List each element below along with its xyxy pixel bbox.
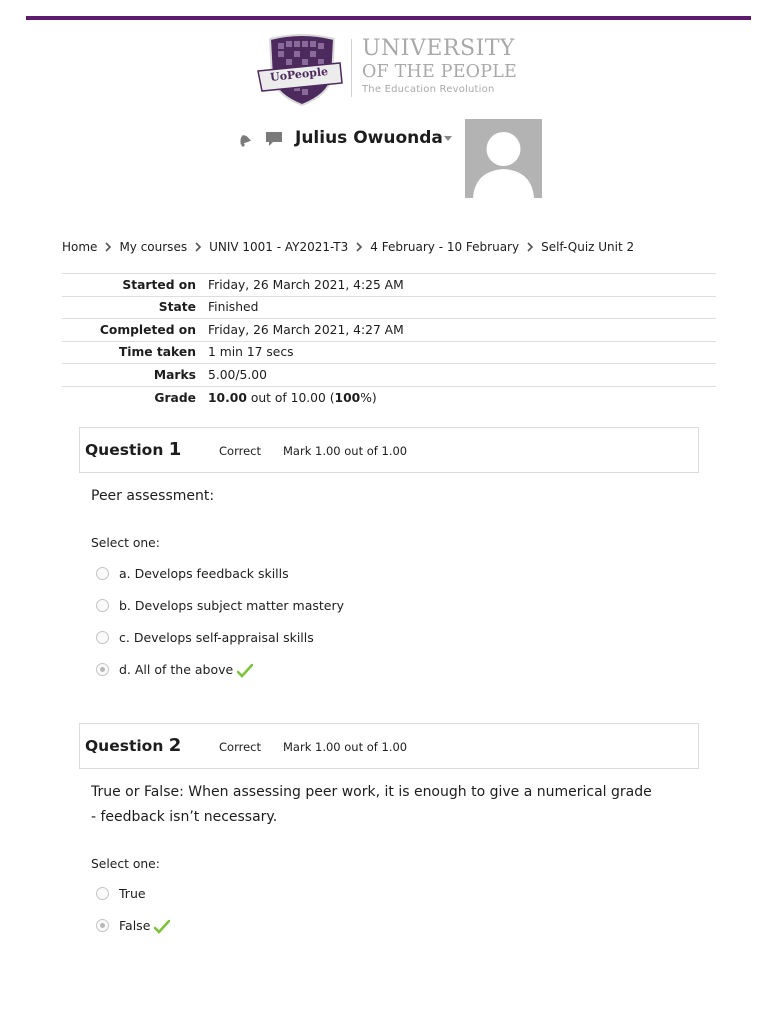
option-label: True — [119, 885, 146, 901]
question-number: 2 — [168, 735, 182, 756]
question-1-select-label: Select one: — [91, 536, 160, 550]
logo-badge-text: UoPeople — [269, 64, 329, 85]
option-label: d. All of the above — [119, 661, 234, 677]
logo-line-university: UNIVERSITY — [362, 36, 515, 61]
user-avatar[interactable] — [465, 119, 542, 198]
summary-row-grade — [62, 386, 716, 409]
breadcrumb — [62, 238, 634, 256]
summary-row-state — [62, 296, 716, 319]
user-avatar-icon — [465, 119, 542, 198]
summary-value — [208, 386, 716, 409]
summary-value: 1 min 17 secs — [208, 345, 294, 360]
question-title — [85, 735, 181, 756]
question-label: Question — [85, 737, 164, 755]
grade-score: 10.00 — [208, 390, 247, 405]
radio-button-selected[interactable] — [96, 919, 109, 932]
question-1-option-d — [96, 660, 253, 678]
question-2-option-true — [96, 884, 146, 902]
question-2-info — [79, 723, 699, 769]
question-label: Question — [85, 441, 164, 459]
radio-button[interactable] — [96, 567, 109, 580]
radio-button[interactable] — [96, 887, 109, 900]
attempt-summary-table — [62, 273, 716, 409]
logo-wordmark — [362, 37, 517, 97]
user-name[interactable]: Julius Owuonda — [295, 128, 443, 148]
radio-button-selected[interactable] — [96, 663, 109, 676]
summary-label: Started on — [122, 277, 196, 292]
question-mark: Mark 1.00 out of 1.00 — [283, 740, 408, 754]
breadcrumb-my-courses[interactable]: My courses — [119, 240, 188, 254]
grade-suffix: %) — [360, 390, 377, 405]
summary-row-started — [62, 274, 716, 297]
summary-label: Time taken — [118, 345, 196, 360]
site-logo[interactable] — [256, 33, 526, 107]
logo-line-of-the-people: OF THE PEOPLE — [362, 62, 517, 82]
summary-label: State — [158, 300, 196, 315]
question-1-info — [79, 427, 699, 473]
question-1-option-a — [96, 564, 289, 582]
question-mark: Mark 1.00 out of 1.00 — [283, 444, 408, 458]
summary-label: Grade — [154, 390, 196, 405]
breadcrumb-quiz[interactable]: Self-Quiz Unit 2 — [541, 240, 635, 254]
chevron-right-icon — [526, 242, 534, 252]
question-1-text: Peer assessment: — [91, 488, 215, 504]
question-1-option-c — [96, 628, 314, 646]
question-title — [85, 439, 181, 460]
summary-row-marks — [62, 364, 716, 387]
question-2-option-false — [96, 916, 170, 934]
summary-row-time — [62, 341, 716, 364]
bell-icon[interactable] — [236, 131, 252, 147]
question-2-text: True or False: When assessing peer work, it is enough to give a numerical grade - feedback isn’t necessary. — [91, 784, 652, 825]
option-label: b. Develops subject matter mastery — [119, 597, 345, 613]
summary-value: Friday, 26 March 2021, 4:27 AM — [208, 322, 404, 337]
question-1-option-b — [96, 596, 344, 614]
summary-value: 5.00/5.00 — [208, 367, 267, 382]
caret-down-icon[interactable] — [444, 136, 452, 142]
check-icon — [154, 920, 170, 934]
question-2-select-label: Select one: — [91, 857, 160, 871]
summary-value: Finished — [208, 300, 259, 315]
question-state: Correct — [219, 740, 261, 754]
check-icon — [237, 664, 253, 678]
option-label: a. Develops feedback skills — [119, 565, 289, 581]
breadcrumb-home[interactable]: Home — [62, 240, 98, 254]
option-label: c. Develops self-appraisal skills — [119, 629, 314, 645]
summary-label: Completed on — [99, 322, 196, 337]
chevron-right-icon — [355, 242, 363, 252]
breadcrumb-week[interactable]: 4 February - 10 February — [370, 240, 520, 254]
summary-row-completed — [62, 319, 716, 342]
summary-value: Friday, 26 March 2021, 4:25 AM — [208, 277, 404, 292]
chevron-right-icon — [194, 242, 202, 252]
question-number: 1 — [168, 439, 182, 460]
radio-button[interactable] — [96, 631, 109, 644]
logo-divider — [351, 39, 352, 97]
chevron-right-icon — [104, 242, 112, 252]
question-state: Correct — [219, 444, 261, 458]
breadcrumb-course[interactable]: UNIV 1001 - AY2021-T3 — [209, 240, 349, 254]
summary-label: Marks — [153, 367, 196, 382]
chat-icon[interactable] — [265, 131, 283, 147]
logo-tagline: The Education Revolution — [362, 84, 495, 95]
user-menu-area — [232, 118, 552, 200]
radio-button[interactable] — [96, 599, 109, 612]
top-accent-bar — [26, 16, 751, 20]
grade-out-of: out of 10.00 ( — [246, 390, 335, 405]
grade-percent: 100 — [334, 390, 361, 405]
option-label: False — [119, 917, 151, 933]
